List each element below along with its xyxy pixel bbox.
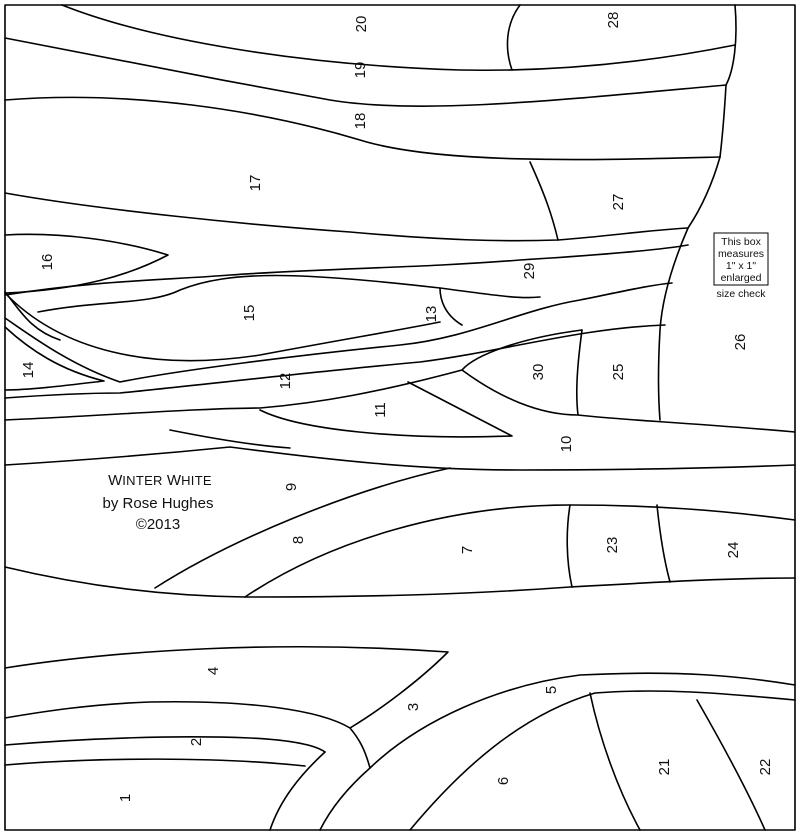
piece-number-18: 18 xyxy=(351,112,369,130)
piece-number-17: 17 xyxy=(246,174,264,192)
piece-number-29: 29 xyxy=(520,262,538,280)
seam-line xyxy=(5,327,104,390)
piece-number-7: 7 xyxy=(458,545,476,555)
credit-author: by Rose Hughes xyxy=(102,495,214,512)
seam-line xyxy=(5,283,672,382)
seam-line xyxy=(5,293,440,361)
piece-number-3: 3 xyxy=(404,702,422,712)
piece-number-23: 23 xyxy=(603,536,621,554)
piece-number-6: 6 xyxy=(494,776,512,786)
seam-line xyxy=(530,162,558,240)
piece-number-15: 15 xyxy=(240,304,258,322)
seam-line xyxy=(62,5,735,70)
piece-number-5: 5 xyxy=(542,685,560,695)
pattern-border xyxy=(5,5,795,830)
seam-line xyxy=(577,330,582,415)
piece-number-1: 1 xyxy=(116,793,134,803)
size-check-line3: 1" x 1" xyxy=(725,260,757,272)
piece-number-9: 9 xyxy=(282,482,300,492)
seam-line xyxy=(567,505,572,587)
size-check-box xyxy=(714,233,768,300)
seam-line xyxy=(170,430,290,448)
piece-number-30: 30 xyxy=(529,363,547,381)
pattern-credit xyxy=(103,472,214,533)
seam-line xyxy=(5,245,688,295)
credit-copyright: ©2013 xyxy=(135,516,181,533)
size-check-line4: enlarged xyxy=(720,272,762,284)
piece-number-13: 13 xyxy=(422,305,440,323)
seam-line xyxy=(5,370,795,432)
seam-line xyxy=(590,693,640,830)
seam-line xyxy=(5,737,325,752)
piece-number-14: 14 xyxy=(19,361,37,379)
seam-line xyxy=(697,700,765,830)
seam-line xyxy=(5,325,665,398)
piece-number-27: 27 xyxy=(609,193,627,211)
seam-line xyxy=(245,505,795,597)
seam-line xyxy=(410,691,795,830)
piece-number-11: 11 xyxy=(371,402,389,418)
piece-number-20: 20 xyxy=(352,15,370,33)
seam-line xyxy=(659,228,689,420)
piece-number-24: 24 xyxy=(724,541,742,559)
seam-line xyxy=(38,276,540,313)
piece-number-2: 2 xyxy=(187,737,205,747)
piece-number-4: 4 xyxy=(204,666,222,676)
piece-number-26: 26 xyxy=(731,333,749,351)
piece-number-16: 16 xyxy=(38,253,56,271)
size-check-caption: size check xyxy=(716,288,766,300)
seam-line xyxy=(5,647,448,728)
piece-number-12: 12 xyxy=(276,372,294,390)
size-check-line1: This box xyxy=(721,236,761,248)
seam-line xyxy=(507,5,520,70)
seam-line xyxy=(5,447,795,470)
piece-number-21: 21 xyxy=(655,758,673,776)
seam-line xyxy=(440,288,462,325)
credit-title: WINTER WHITE xyxy=(108,472,212,489)
seam-line xyxy=(688,157,720,228)
seam-line xyxy=(720,85,726,157)
seam-line xyxy=(5,567,795,597)
piece-number-8: 8 xyxy=(289,535,307,545)
size-check-line2: measures xyxy=(717,248,765,260)
seam-line xyxy=(5,759,305,766)
piece-number-25: 25 xyxy=(609,363,627,381)
piece-number-10: 10 xyxy=(557,435,575,453)
piece-labels xyxy=(20,12,774,803)
piece-number-22: 22 xyxy=(756,758,774,776)
piece-number-19: 19 xyxy=(351,61,369,79)
piece-number-28: 28 xyxy=(604,11,622,29)
seam-line xyxy=(350,673,795,768)
seam-line xyxy=(320,768,370,830)
seam-line xyxy=(5,193,688,241)
seam-line xyxy=(657,505,670,582)
